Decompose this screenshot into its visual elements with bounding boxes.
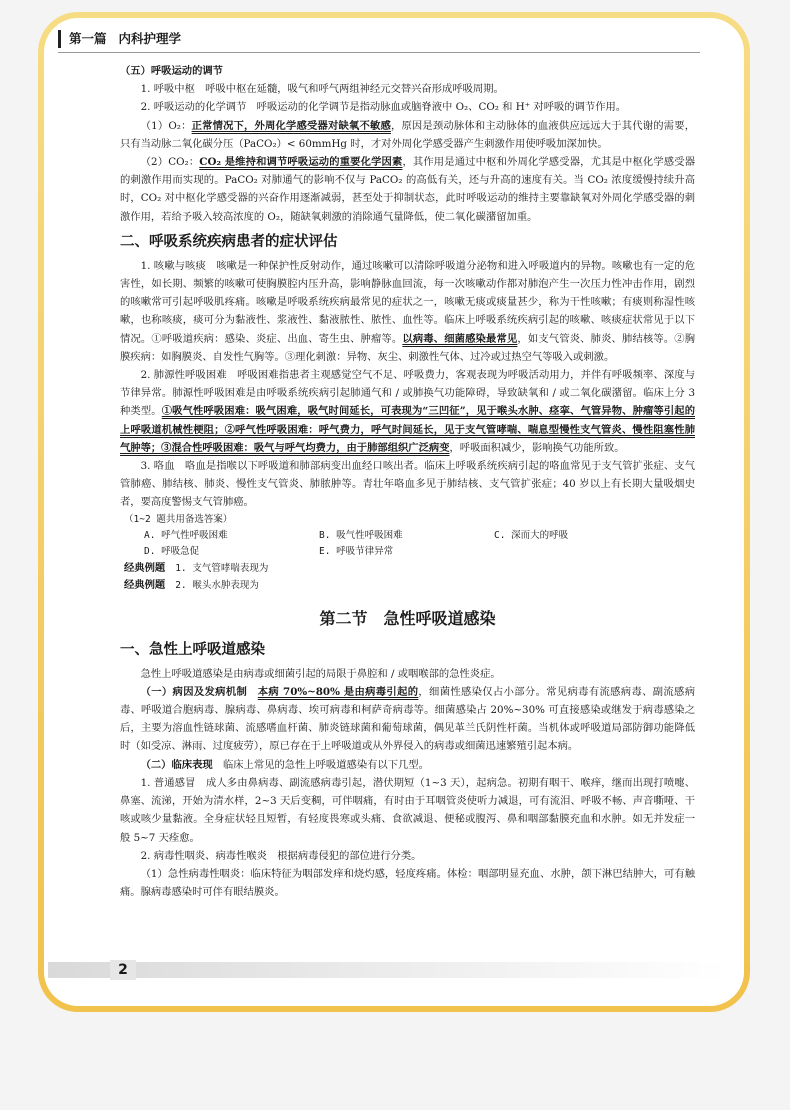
example-text: 2. 喉头水肿表现为	[175, 579, 259, 591]
text-run: （1）O₂：	[140, 119, 192, 132]
paragraph	[120, 756, 695, 774]
paragraph	[120, 117, 695, 153]
header-part: 第一篇	[69, 31, 107, 46]
paragraph	[120, 257, 695, 366]
section-heading: 一、急性上呼吸道感染	[120, 641, 265, 658]
text-run: ，如支气管炎、肺炎、肺结核等。②胸膜疾病：如胸膜炎、自发性气胸等。③理化刺激：异物、灰尘、刺激性气体、过冷或过热空气等吸入或刺激。	[120, 332, 696, 363]
key-point: ①吸气性呼吸困难：吸气困难，吸气时间延长，可表现为“三凹征”，见于喉头水肿、痉挛、气管异物、肿瘤等引起的上呼吸道机械性梗阻；②呼气性呼吸困难：呼气费力，呼气时间延长，见于支气管哮喘、喘息型慢性支气管炎、慢性阻塞性肺气肿等；③混合性呼吸困难：吸气与呼气均费力，由于肺部组织广泛病变	[120, 405, 696, 454]
paragraph-label: （一）病因及发病机制	[140, 685, 248, 698]
text-run: 2. 肺源性呼吸困难 呼吸困难指患者主观感觉空气不足、呼吸费力，客观表现为呼吸活动用力，并伴有呼吸频率、深度与节律异常。肺源性呼吸困难是由呼吸系统疾病引起肺通气和 / 或肺换气功能障碍，导致缺氧和 / 或二氧化碳潴留。临床上分 3 种类型。	[120, 369, 695, 418]
example-question	[124, 560, 695, 577]
paragraph	[120, 153, 695, 226]
page-number: 2	[110, 960, 136, 980]
footer-bar	[48, 962, 728, 978]
paragraph: 2. 病毒性咽炎、病毒性喉炎 根据病毒侵犯的部位进行分类。	[140, 849, 422, 862]
key-point: 本病 70%~80% 是由病毒引起的	[257, 685, 419, 698]
option-a: A. 呼气性呼吸困难	[144, 529, 228, 541]
text-run: ，呼吸面积减少，影响换气功能所致。	[449, 441, 625, 454]
example-tag: 经典例题	[124, 561, 166, 574]
answer-options	[144, 528, 695, 560]
running-header	[58, 30, 709, 48]
text-run: 临床上常见的急性上呼吸道感染有以下几型。	[222, 758, 429, 771]
option-e: E. 呼吸节律异常	[319, 545, 394, 557]
paragraph-label: （二）临床表现	[140, 758, 213, 771]
options-note: （1~2 题共用备选答案）	[124, 513, 233, 525]
text-run: ，细菌性感染仅占小部分。常见病毒有流感病毒、副流感病毒、呼吸道合胞病毒、腺病毒、鼻病毒、埃可病毒和柯萨奇病毒等。细菌感染占 20%~30% 可直接感染或继发于病毒感染之后，主要为溶血性链球菌、流感嗜血杆菌、肺炎链球菌和葡萄球菌，偶见革兰氏阴性杆菌。当机体或呼吸道局部防御功能降低时（如受凉、淋雨、过度疲劳），原已存在于上呼吸道或从外界侵入的病毒或细菌迅速繁殖引起本病。	[120, 685, 696, 753]
paragraph	[120, 683, 695, 756]
key-point: CO₂ 是维持和调节呼吸运动的重要化学因素	[199, 156, 403, 169]
paragraph: 1. 呼吸中枢 呼吸中枢在延髓，吸气和呼气两组神经元交替兴奋形成呼吸周期。	[140, 83, 504, 96]
option-d: D. 呼吸急促	[144, 545, 200, 557]
paragraph: 1. 普通感冒 成人多由鼻病毒、副流感病毒引起，潜伏期短（1~3 天），起病急。初期有咽干、喉痒，继而出现打喷嚏、鼻塞、流涕，开始为清水样，2~3 天后变稠，可伴咽痛，有时由于耳咽管炎使听力减退，可有流泪、呼吸不畅、声音嘶哑、干咳或咳少量黏液。全身症状轻且短暂，有轻度畏寒或头痛、食欲减退、便秘或腹泻、鼻和咽部黏膜充血和水肿。如无并发症一般 5~7 天痊愈。	[120, 776, 695, 844]
header-title: 内科护理学	[118, 31, 182, 46]
option-c: C. 深而大的呼吸	[494, 529, 569, 541]
paragraph	[120, 366, 695, 457]
example-tag: 经典例题	[124, 578, 166, 591]
example-question	[124, 577, 695, 594]
paragraph: （1）急性病毒性咽炎：临床特征为咽部发痒和烧灼感，轻度疼痛。体检：咽部明显充血、水肿，颌下淋巴结肿大，可有触痛。腺病毒感染时可伴有眼结膜炎。	[120, 867, 695, 899]
text-run: ，其作用是通过中枢和外周化学感受器，尤其是中枢化学感受器的刺激作用而实现的。PaCO₂ 对肺通气的影响不仅与 PaCO₂ 的高低有关，还与升高的速度有关。当 CO₂ 浓度缓慢持续升高时，CO₂ 对中枢化学感受器的兴奋作用逐渐减弱，甚至处于抑制状态，此时呼吸运动的维持主要靠缺氧对外周化学感受器的刺激作用，若给予吸入较高浓度的 O₂，随缺氧刺激的消除通气量降低，使二氧化碳潴留加重。	[120, 156, 696, 223]
section-heading: 二、呼吸系统疾病患者的症状评估	[120, 233, 338, 250]
option-b: B. 吸气性呼吸困难	[319, 529, 403, 541]
example-text: 1. 支气管哮喘表现为	[175, 562, 269, 574]
key-point: 以病毒、细菌感染最常见	[402, 332, 518, 345]
text-run: 1. 咳嗽与咳痰 咳嗽是一种保护性反射动作，通过咳嗽可以清除呼吸道分泌物和进入呼吸道内的异物。咳嗽也有一定的危害性，如长期、频繁的咳嗽可使胸膜腔内压升高，影响静脉血回流，每一次咳嗽动作都对肺泡产生一次压力性冲击作用，剧烈的咳嗽常可引起呼吸肌疼痛。咳嗽是呼吸系统疾病最常见的症状之一，咳嗽无痰或痰量甚少，称为干性咳嗽；有痰则称湿性咳嗽，也称咳痰，痰可分为黏液性、浆液性、黏液脓性、脓性、血性等。临床上呼吸系统疾病引起的咳嗽、咳痰症状常见于以下情况。①呼吸道疾病：感染、炎症、出血、寄生虫、肿瘤等。	[120, 259, 695, 345]
chapter-section-title: 第二节 急性呼吸道感染	[319, 608, 496, 628]
page-content	[120, 62, 695, 901]
paragraph: 急性上呼吸道感染是由病毒或细菌引起的局限于鼻腔和 / 或咽喉部的急性炎症。	[140, 667, 501, 680]
text-run: （2）CO₂：	[140, 156, 200, 169]
text-run: ，原因是颈动脉体和主动脉体的血液供应远远大于其代谢的需要，只有当动脉二氧化碳分压（PaCO₂）< 60mmHg 时，才对外周化学感受器产生刺激作用使呼吸加深加快。	[120, 119, 696, 150]
header-rule	[58, 52, 700, 53]
paragraph: 2. 呼吸运动的化学调节 呼吸运动的化学调节是指动脉血或脑脊液中 O₂、CO₂ 和 H⁺ 对呼吸的调节作用。	[140, 101, 627, 114]
key-point: 正常情况下，外周化学感受器对缺氧不敏感	[191, 119, 391, 132]
subsection-title: （五）呼吸运动的调节	[120, 65, 223, 77]
paragraph: 3. 咯血 咯血是指喉以下呼吸道和肺部病变出血经口咳出者。临床上呼吸系统疾病引起的咯血常见于支气管扩张症、支气管肺癌、肺结核、肺炎、慢性支气管炎、肺脓肿等。青壮年咯血多见于肺结核、支气管扩张症；40 岁以上有长期大量吸烟史者，要高度警惕支气管肺癌。	[120, 460, 695, 509]
